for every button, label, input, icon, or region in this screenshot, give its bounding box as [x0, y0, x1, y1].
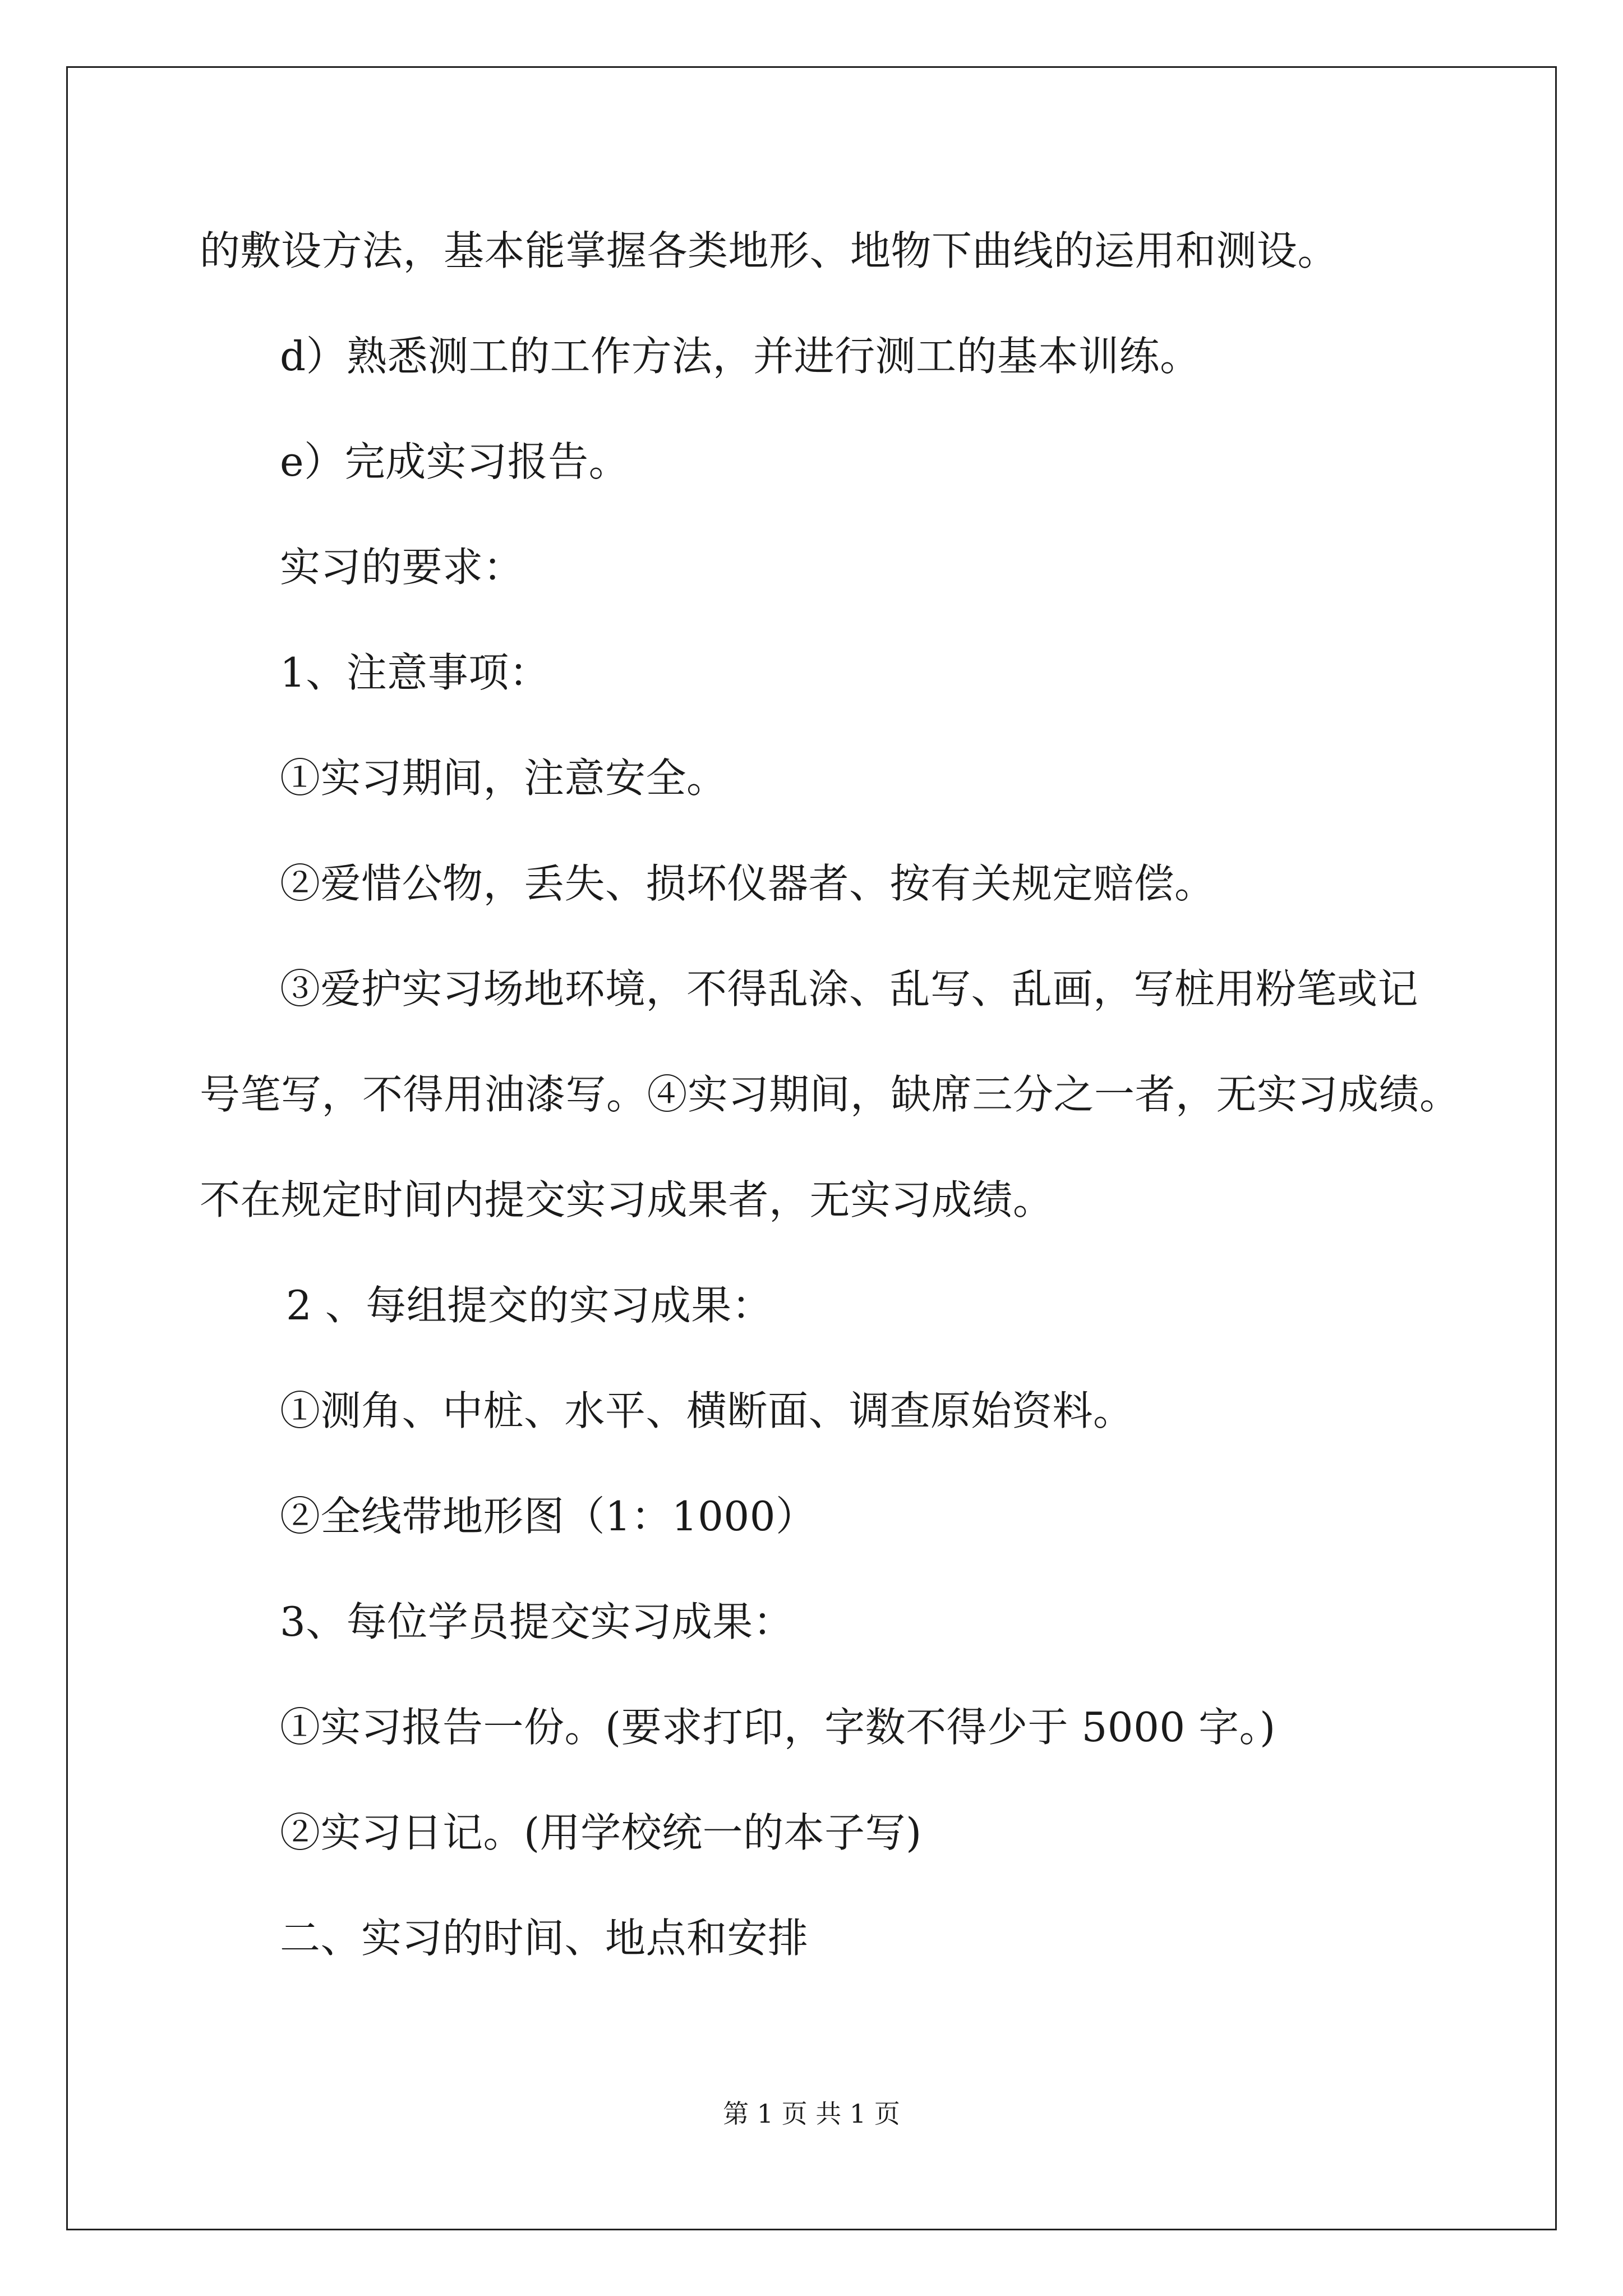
- text-line-13: ②全线带地形图（1：1000）: [280, 1493, 817, 1540]
- text-line-2: d）熟悉测工的工作方法，并进行测工的基本训练。: [280, 333, 1201, 380]
- text-line-8: ③爱护实习场地环境，不得乱涂、乱写、乱画，写桩用粉笔或记: [280, 965, 1419, 1013]
- text-line-9: 号笔写，不得用油漆写。④实习期间，缺席三分之一者，无实习成绩。: [200, 1071, 1460, 1118]
- text-line-6: ①实习期间，注意安全。: [280, 754, 727, 802]
- text-line-4: 实习的要求：: [280, 544, 524, 591]
- text-line-15: ①实习报告一份。(要求打印，字数不得少于 5000 字。): [280, 1704, 1276, 1751]
- text-line-10: 不在规定时间内提交实习成果者，无实习成绩。: [200, 1176, 1054, 1223]
- text-line-1: 的敷设方法，基本能掌握各类地形、地物下曲线的运用和测设。: [200, 227, 1339, 274]
- text-line-5: 1、注意事项：: [280, 649, 550, 696]
- text-line-14: 3、每位学员提交实习成果：: [280, 1598, 794, 1645]
- text-line-7: ②爱惜公物，丢失、损坏仪器者、按有关规定赔偿。: [280, 860, 1215, 907]
- text-line-12: ①测角、中桩、水平、横断面、调查原始资料。: [280, 1387, 1134, 1434]
- text-line-16: ②实习日记。(用学校统一的本子写): [280, 1809, 922, 1856]
- text-line-3: e）完成实习报告。: [280, 438, 630, 485]
- page-footer: 第 1 页 共 1 页: [723, 2099, 900, 2129]
- text-line-11: 2 、每组提交的实习成果：: [286, 1282, 773, 1329]
- text-line-17: 二、实习的时间、地点和安排: [280, 1915, 809, 1962]
- page-border: [66, 66, 1557, 2230]
